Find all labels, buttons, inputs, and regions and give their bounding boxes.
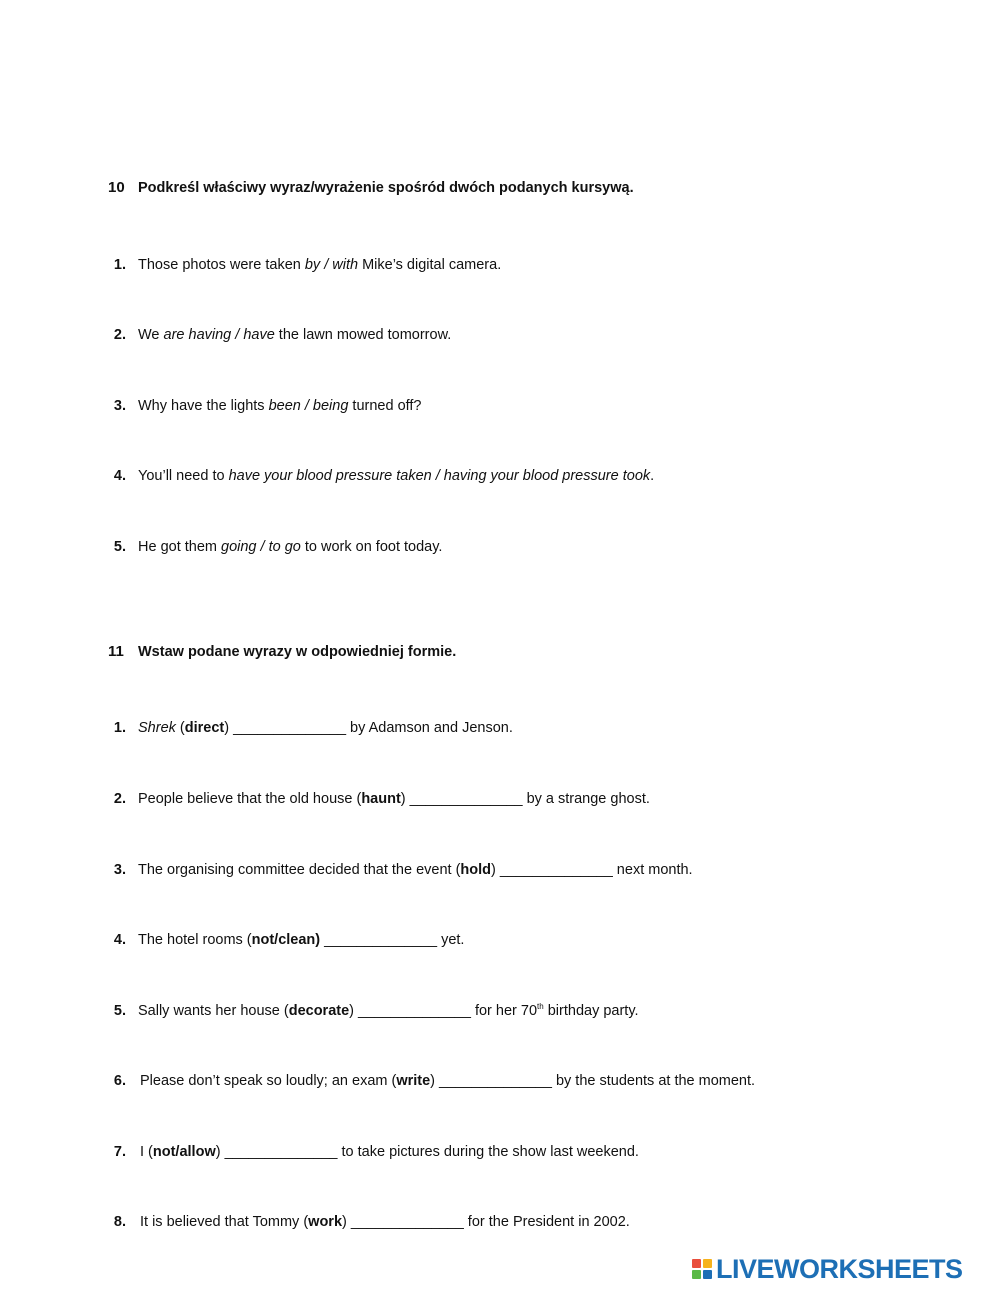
answer-blank[interactable]: ______________ (358, 1003, 471, 1019)
item-text: Why have the lights been / being turned off? (138, 398, 422, 414)
item-number: 6. (113, 1073, 126, 1089)
item-number: 8. (113, 1214, 126, 1230)
section-instruction: Wstaw podane wyrazy w odpowiedniej formie. (138, 644, 457, 660)
item-options[interactable]: are having / have (163, 327, 275, 343)
answer-blank[interactable]: ______________ (224, 1144, 338, 1160)
item-text: We are having / have the lawn mowed tomorrow. (138, 327, 452, 343)
answer-blank[interactable]: ______________ (324, 932, 438, 948)
item-number: 4. (113, 932, 126, 948)
item-number: 2. (113, 791, 126, 807)
logo-block (692, 1259, 701, 1268)
liveworksheets-logo[interactable] (692, 1254, 963, 1284)
item-number: 2. (113, 327, 126, 343)
item-text: People believe that the old house (haunt) ______________ by a strange ghost. (138, 791, 650, 807)
item-text: It is believed that Tommy (work) ______________ for the President in 2002. (140, 1214, 630, 1230)
item-text: Shrek (direct) ______________ by Adamson and Jenson. (138, 720, 513, 736)
item-number: 1. (113, 720, 126, 736)
section-number: 10 (108, 179, 125, 196)
item-number: 5. (113, 539, 126, 555)
section-instruction: Podkreśl właściwy wyraz/wyrażenie spośród dwóch podanych kursywą. (138, 180, 634, 196)
logo-text: LIVEWORKSHEETS (716, 1253, 963, 1284)
item-options[interactable]: have your blood pressure taken / having your blood pressure took (228, 468, 651, 484)
item-text: I (not/allow) ______________ to take pictures during the show last weekend. (140, 1144, 639, 1160)
item-number: 4. (113, 468, 126, 484)
answer-blank[interactable]: ______________ (233, 720, 347, 736)
item-number: 1. (113, 257, 126, 273)
item-text: Those photos were taken by / with Mike’s digital camera. (138, 257, 502, 273)
item-options[interactable]: going / to go (221, 539, 301, 555)
logo-block (703, 1270, 712, 1279)
item-options[interactable]: been / being (268, 398, 349, 414)
item-text: The hotel rooms (not/clean) ______________ yet. (138, 932, 465, 948)
item-text: You’ll need to have your blood pressure taken / having your blood pressure took. (138, 468, 655, 484)
item-text: He got them going / to go to work on foot today. (138, 539, 443, 555)
answer-blank[interactable]: ______________ (499, 862, 613, 878)
logo-blocks-icon (692, 1259, 712, 1279)
logo-block (692, 1270, 701, 1279)
item-text: Please don’t speak so loudly; an exam (write) ______________ by the students at the moment. (140, 1073, 756, 1089)
item-text: The organising committee decided that the event (hold) ______________ next month. (138, 862, 693, 878)
item-number: 3. (113, 862, 126, 878)
answer-blank[interactable]: ______________ (409, 791, 523, 807)
section-number: 11 (108, 643, 124, 660)
item-number: 5. (113, 1003, 126, 1019)
item-number: 7. (113, 1144, 126, 1160)
item-text: Sally wants her house (decorate) ______________ for her 70th birthday party. (138, 1002, 639, 1019)
answer-blank[interactable]: ______________ (350, 1214, 464, 1230)
item-number: 3. (113, 398, 126, 414)
logo-block (703, 1259, 712, 1268)
item-options[interactable]: by / with (304, 257, 359, 273)
answer-blank[interactable]: ______________ (439, 1073, 552, 1089)
